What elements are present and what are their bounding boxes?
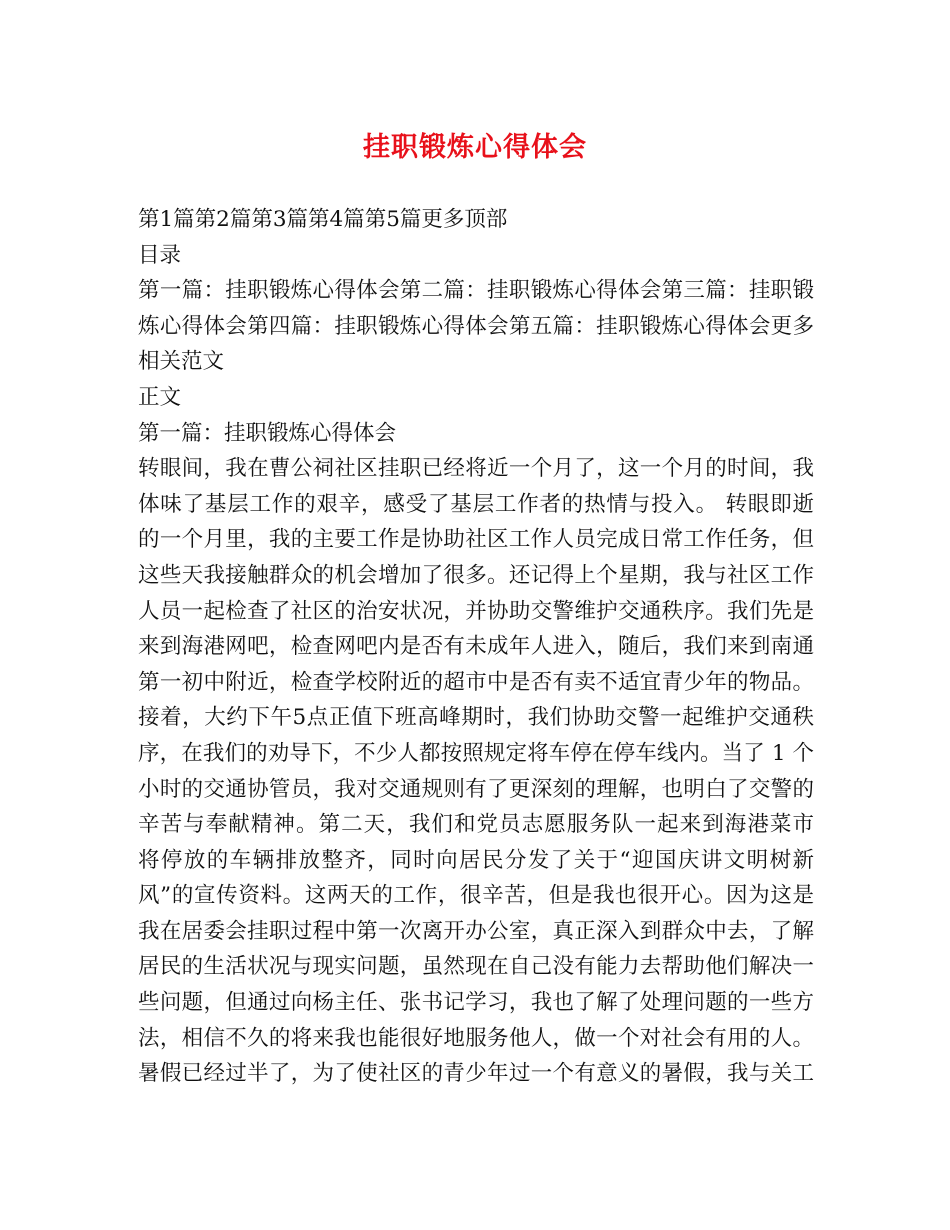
paragraph-line: 辛苦与奉献精神。第二天，我们和党员志愿服务队一起来到海港菜市 (138, 812, 814, 838)
paragraph-line: 些问题，但通过向杨主任、张书记学习，我也了解了处理问题的一些方 (138, 990, 814, 1016)
toc-entries-line: 相关范文 (138, 349, 225, 375)
document-body (138, 202, 814, 1092)
paragraph-line: 这些天我接触群众的机会增加了很多。还记得上个星期，我与社区工作 (138, 562, 814, 588)
paragraph-line: 体味了基层工作的艰辛，感受了基层工作者的热情与投入。 转眼即逝 (138, 491, 814, 517)
paragraph-line: 转眼间，我在曹公祠社区挂职已经将近一个月了，这一个月的时间，我 (138, 456, 814, 482)
paragraph-line: 小时的交通协管员，我对交通规则有了更深刻的理解，也明白了交警的 (138, 776, 814, 802)
paragraph-line: 我在居委会挂职过程中第一次离开办公室，真正深入到群众中去，了解 (138, 918, 814, 944)
paragraph-line: 将停放的车辆排放整齐，同时向居民分发了关于“迎国庆讲文明树新 (138, 847, 814, 873)
paragraph-line: 风”的宣传资料。这两天的工作，很辛苦，但是我也很开心。因为这是 (138, 883, 814, 909)
paragraph-line: 接着，大约下午5点正值下班高峰期时，我们协助交警一起维护交通秩 (138, 705, 814, 731)
toc-nav-line: 第1篇第2篇第3篇第4篇第5篇更多顶部 (138, 207, 508, 232)
paragraph-line: 第一初中附近，检查学校附近的超市中是否有卖不适宜青少年的物品。 (138, 669, 814, 695)
body-heading: 正文 (138, 384, 182, 410)
section-heading: 第一篇：挂职锻炼心得体会 (138, 420, 397, 446)
paragraph-line: 人员一起检查了社区的治安状况，并协助交警维护交通秩序。我们先是 (138, 598, 814, 624)
paragraph-line: 暑假已经过半了，为了使社区的青少年过一个有意义的暑假，我与关工 (138, 1061, 814, 1087)
paragraph-line: 居民的生活状况与现实问题，虽然现在自己没有能力去帮助他们解决一 (138, 954, 814, 980)
paragraph-line: 法，相信不久的将来我也能很好地服务他人，做一个对社会有用的人。 (138, 1025, 814, 1051)
paragraph-line: 的一个月里，我的主要工作是协助社区工作人员完成日常工作任务，但 (138, 527, 814, 553)
toc-entries-line: 第一篇：挂职锻炼心得体会第二篇：挂职锻炼心得体会第三篇：挂职锻 (138, 278, 814, 304)
paragraph-line: 序，在我们的劝导下，不少人都按照规定将车停在停车线内。当了 1 个 (138, 740, 814, 766)
toc-entries-line: 炼心得体会第四篇：挂职锻炼心得体会第五篇：挂职锻炼心得体会更多 (138, 313, 814, 339)
toc-heading: 目录 (138, 242, 182, 268)
paragraph-line: 来到海港网吧，检查网吧内是否有未成年人进入，随后，我们来到南通 (138, 634, 814, 660)
document-title: 挂职锻炼心得体会 (363, 132, 587, 163)
